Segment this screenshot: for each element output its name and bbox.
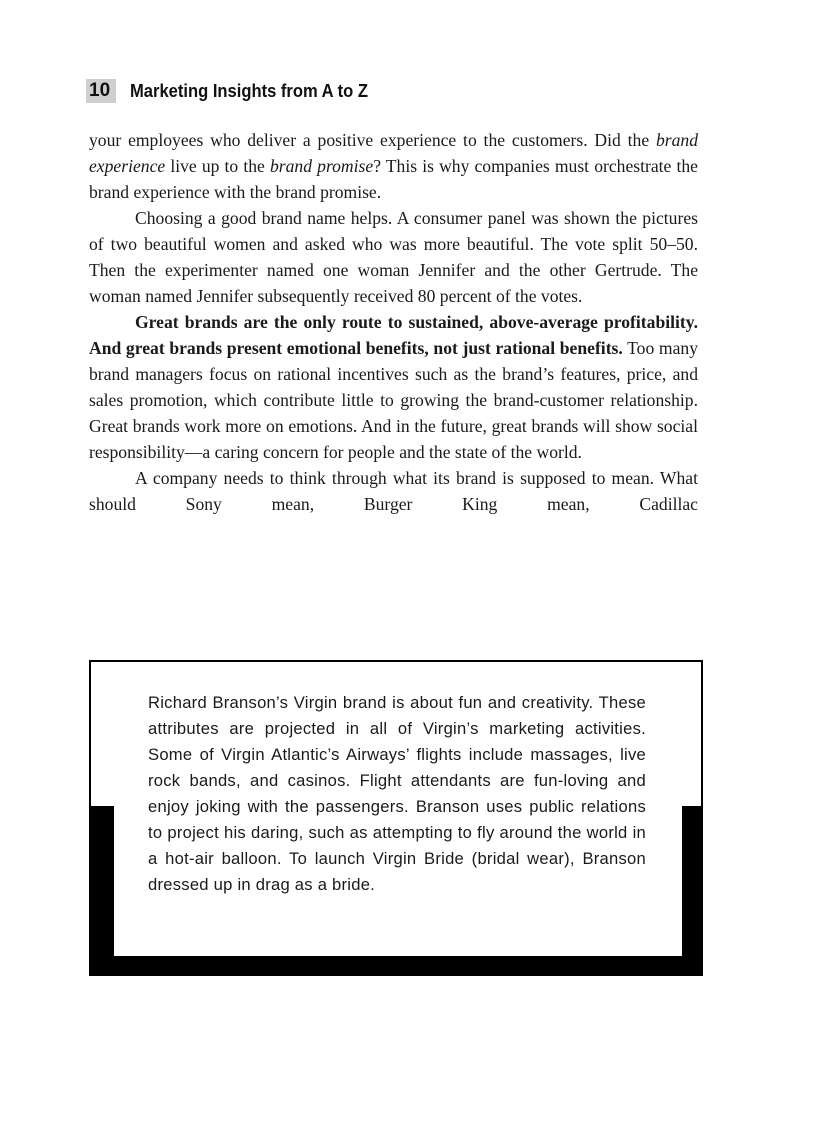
sidebar-shadow-bottom <box>89 956 703 976</box>
page-number: 10 <box>86 79 116 103</box>
sidebar-shadow-left <box>89 806 114 976</box>
running-header <box>86 78 389 104</box>
sidebar-shadow-right <box>682 806 703 976</box>
paragraph-1 <box>89 127 698 205</box>
running-head-title: Marketing Insights from A to Z <box>130 80 369 101</box>
body-text <box>89 127 698 517</box>
brand-promise-term: brand promise <box>269 156 374 176</box>
paragraph-3 <box>89 309 698 465</box>
paragraph-3-bold-lead: Great brands are the only route to sustained, above-average profitability. And great brands present emotional benefits, not just rational benefits. <box>89 312 698 358</box>
paragraph-1-text: your employees who deliver a positive experience to the customers. Did the <box>89 130 656 150</box>
sidebar-text: Richard Branson’s Virgin brand is about fun and creativity. These attributes are projected in all of Virgin’s marketing activities. Some of Virgin Atlantic’s Airways’ flights include massages, live rock bands, and casinos. Flight attendants are fun-loving and enjoy joking with the passengers. Branson uses public relations to project his daring, such as attempting to fly around the world in a hot-air balloon. To launch Virgin Bride (bridal wear), Branson dressed up in drag as a bride. <box>148 693 646 894</box>
paragraph-3-text: Too many brand managers focus on rational incentives such as the brand’s features, price, and sales promotion, which contribute little to growing the brand-customer relationship. Great brands work more on emotions. And in the future, great brands will show social responsibility—a caring concern for people and the state of the world. <box>89 338 698 462</box>
sidebar-box <box>89 660 703 976</box>
paragraph-4: A company needs to think through what its brand is supposed to mean. What should Sony mean, Burger King mean, Cadillac <box>89 468 698 514</box>
paragraph-1-text: ? This is why companies must orchestrate the brand experience with the brand promise. <box>89 156 698 202</box>
paragraph-1-text: live up to the <box>165 156 270 176</box>
brand-experience-term: brand experience <box>89 130 698 176</box>
paragraph-2: Choosing a good brand name helps. A consumer panel was shown the pictures of two beautiful women and asked who was more beautiful. The vote split 50–50. Then the experimenter named one woman Jennifer and the other Gertrude. The woman named Jennifer subsequently received 80 percent of the votes. <box>89 208 698 306</box>
